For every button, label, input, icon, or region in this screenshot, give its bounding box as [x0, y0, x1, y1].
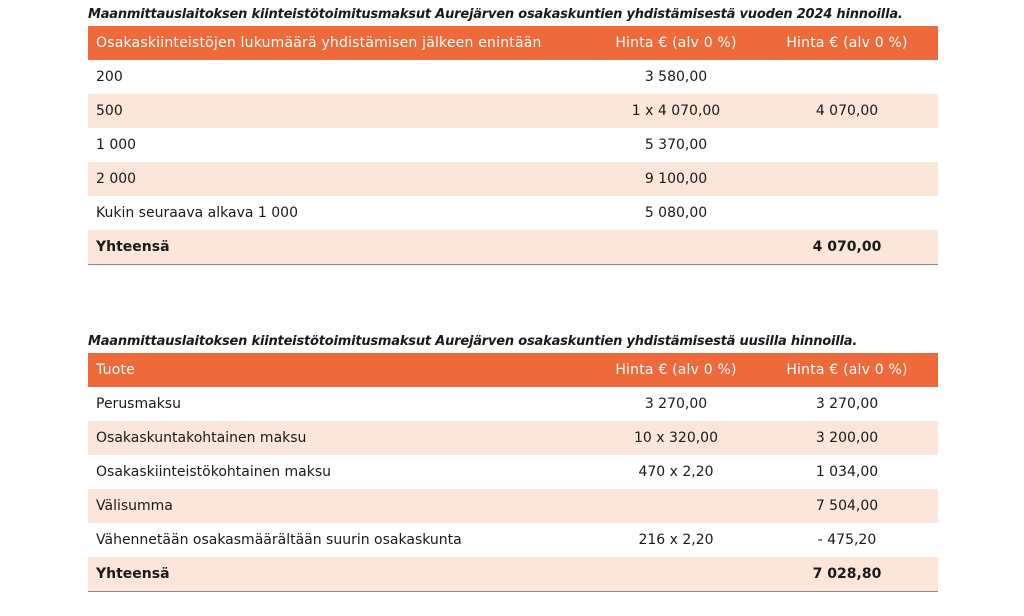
- row-total: 7 504,00: [815, 498, 879, 514]
- row-label: Välisumma: [96, 498, 173, 514]
- total-label: Yhteensä: [96, 566, 170, 582]
- fee-table-new-prices: [88, 331, 938, 592]
- table-total-row: [88, 557, 938, 592]
- table-row: [88, 128, 938, 162]
- row-label: 500: [96, 103, 123, 119]
- row-price: 9 100,00: [644, 171, 708, 187]
- column-header-price: Hinta € (alv 0 %): [615, 35, 737, 51]
- total-label: Yhteensä: [96, 239, 170, 255]
- table-row: [88, 489, 938, 523]
- row-total: 3 270,00: [815, 396, 879, 412]
- row-label: Osakaskuntakohtainen maksu: [96, 430, 307, 446]
- row-price: 470 x 2,20: [638, 464, 714, 480]
- table-header-row: [88, 26, 938, 60]
- row-label: 2 000: [96, 171, 137, 187]
- row-label: 1 000: [96, 137, 137, 153]
- row-label: Osakaskiinteistökohtainen maksu: [96, 464, 332, 480]
- table-row: [88, 421, 938, 455]
- table-row: [88, 196, 938, 230]
- table-row: [88, 60, 938, 94]
- total-value: 7 028,80: [812, 566, 882, 582]
- row-price: 5 370,00: [644, 137, 708, 153]
- row-price: 216 x 2,20: [638, 532, 714, 548]
- row-label: Vähennetään osakasmäärältään suurin osakaskunta: [96, 532, 462, 548]
- row-price: 5 080,00: [644, 205, 708, 221]
- row-total: 3 200,00: [815, 430, 879, 446]
- table-total-row: [88, 230, 938, 265]
- row-price: 3 580,00: [644, 69, 708, 85]
- column-header-count: Osakaskiinteistöjen lukumäärä yhdistämisen jälkeen enintään: [96, 35, 542, 51]
- total-value: 4 070,00: [812, 239, 882, 255]
- table-header-row: [88, 353, 938, 387]
- column-header-price: Hinta € (alv 0 %): [615, 362, 737, 378]
- column-header-price-total: Hinta € (alv 0 %): [786, 362, 908, 378]
- column-header-price-total: Hinta € (alv 0 %): [786, 35, 908, 51]
- column-header-product: Tuote: [96, 362, 135, 378]
- row-total: 4 070,00: [815, 103, 879, 119]
- table-caption: Maanmittauslaitoksen kiinteistötoimitusmaksut Aurejärven osakaskuntien yhdistämisestä uusilla hinnoilla.: [88, 334, 858, 349]
- table-caption: Maanmittauslaitoksen kiinteistötoimitusmaksut Aurejärven osakaskuntien yhdistämisestä vuoden 2024 hinnoilla.: [88, 7, 903, 22]
- table-row: [88, 523, 938, 557]
- row-total: 1 034,00: [815, 464, 879, 480]
- table-row: [88, 162, 938, 196]
- table-row: [88, 387, 938, 421]
- row-label: Perusmaksu: [96, 396, 181, 412]
- row-label: Kukin seuraava alkava 1 000: [96, 205, 298, 221]
- table-row: [88, 455, 938, 489]
- table-row: [88, 94, 938, 128]
- row-price: 3 270,00: [644, 396, 708, 412]
- row-price: 10 x 320,00: [634, 430, 718, 446]
- fee-table-2024: [88, 4, 938, 265]
- row-price: 1 x 4 070,00: [631, 103, 721, 119]
- row-total: - 475,20: [817, 532, 877, 548]
- row-label: 200: [96, 69, 123, 85]
